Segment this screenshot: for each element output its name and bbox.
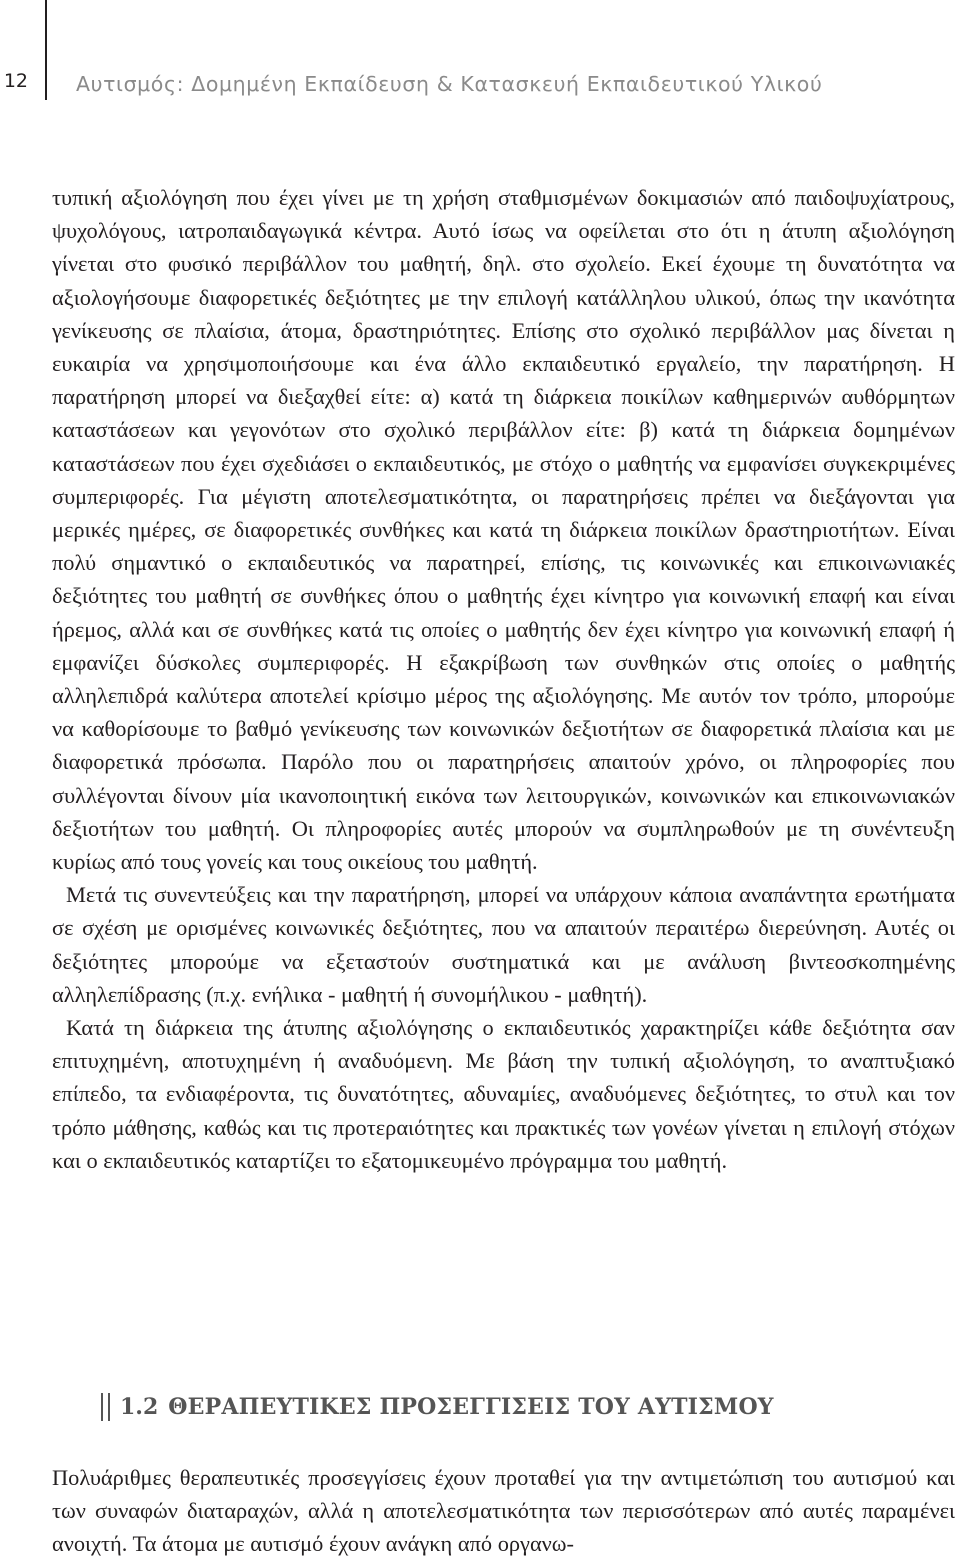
- heading-bar-left: [101, 1393, 103, 1421]
- paragraph-1: τυπική αξιολόγηση που έχει γίνει με τη χρήση σταθμισμένων δοκιμασιών από παιδοψυχίατρους, ψυχολόγους, ιατροπαιδαγωγικά κέντρα. Αυτό ίσως να οφείλεται στο ότι η άτυπη αξιολόγηση γίνεται στο φυσικό περιβάλλον του μαθητή, δηλ. στο σχολείο. Εκεί έχουμε τη δυνατότητα να αξιολογήσουμε διαφορετικές δεξιότητες με την επιλογή κατάλληλου υλικού, όπως την ικανότητα γενίκευσης σε πλαίσια, άτομα, δραστηριότητες. Επίσης στο σχολικό περιβάλλον μας δίνεται η ευκαιρία να χρησιμοποιήσουμε και ένα άλλο εκπαιδευτικό εργαλείο, την παρατήρηση. Η παρατήρηση μπορεί να διεξαχθεί είτε: α) κατά τη διάρκεια ποικίλων καθημερινών αυθόρμητων καταστάσεων και γεγονότων στο σχολικό περιβάλλον είτε: β) κατά τη διάρκεια δομημένων καταστάσεων που έχει σχεδιάσει ο εκπαιδευτικός, με στόχο ο μαθητής να εμφανίσει συγκεκριμένες συμπεριφορές. Για μέγιστη αποτελεσματικότητα, οι παρατηρήσεις πρέπει να διεξάγονται για μερικές ημέρες, σε διαφορετικές συνθήκες και κατά τη διάρκεια ποικίλων δραστηριοτήτων. Είναι πολύ σημαντικό ο εκπαιδευτικός να παρατηρεί, επίσης, τις κοινωνικές και επικοινωνιακές δεξιότητες του μαθητή σε συνθήκες όπου ο μαθητής έχει κίνητρο για κοινωνική επαφή και είναι ήρεμος, αλλά και σε συνθήκες κατά τις οποίες ο μαθητής δεν έχει κίνητρο για κοινωνική επαφή ή εμφανίζει δύσκολες συμπεριφορές. Η εξακρίβωση των συνθηκών στις οποίες ο μαθητής αλληλεπιδρά καλύτερα αποτελεί κρίσιμο μέρος της αξιολόγησης. Με αυτόν τον τρόπο, μπορούμε να καθορίσουμε το βαθμό γενίκευσης των κοινωνικών δεξιοτήτων σε διαφορετικά πλαίσια και με διαφορετικά πρόσωπα. Παρόλο που οι παρατηρήσεις απαιτούν χρόνο, οι πληροφορίες που συλλέγονται δίνουν μία ικανοποιητική εικόνα των λειτουργικών, κοινωνικών και επικοινωνιακών δεξιοτήτων του μαθητή. Οι πληροφορίες αυτές μπορούν να συμπληρωθούν με τη συνέντευξη κυρίως από τους γονείς και τους οικείους του μαθητή.: [52, 185, 955, 875]
- section-heading: [101, 1393, 774, 1421]
- paragraph-3: Κατά τη διάρκεια της άτυπης αξιολόγησης ο εκπαιδευτικός χαρακτηρίζει κάθε δεξιότητα σαν επιτυχημένη, αποτυχημένη ή αναδυόμενη. Με βάση την τυπική αξιολόγηση, το αναπτυξιακό επίπεδο, τα ενδιαφέροντα, τις δυνατότητες, αδυναμίες, αναδυόμενες δεξιότητες, το στυλ και τον τρόπο μάθησης, καθώς και τις προτεραιότητες και πρακτικές των γονέων γίνεται η επιλογή στόχων και ο εκπαιδευτικός καταρτίζει το εξατομικευμένο πρόγραμμα του μαθητή.: [52, 1015, 955, 1173]
- body-text: [52, 181, 955, 1177]
- section-title: ΘΕΡΑΠΕΥΤΙΚΕΣ ΠΡΟΣΕΓΓΙΣΕΙΣ ΤΟΥ ΑΥΤΙΣΜΟΥ: [168, 1394, 774, 1420]
- heading-bar-right: [108, 1393, 110, 1421]
- heading-bars: [101, 1393, 110, 1421]
- section-number: 1.2: [120, 1394, 159, 1420]
- page-number: 12: [3, 70, 28, 92]
- section-paragraph: Πολυάριθμες θεραπευτικές προσεγγίσεις έχουν προταθεί για την αντιμετώπιση του αυτισμού και των συναφών διαταραχών, αλλά η αποτελεσματικότητα των περισσότερων από αυτές παραμένει ανοιχτή. Τα άτομα με αυτισμό έχουν ανάγκη από οργανω-: [52, 1465, 955, 1557]
- paragraph-2: Μετά τις συνεντεύξεις και την παρατήρηση, μπορεί να υπάρχουν κάποια αναπάντητα ερωτήματα σε σχέση με ορισμένες κοινωνικές δεξιότητες, που να απαιτούν περαιτέρω διερεύνηση. Αυτές οι δεξιότητες μπορούμε να εξεταστούν συστηματικά και με ανάλυση βιντεοσκοπημένης αλληλεπίδρασης (π.χ. ενήλικα - μαθητή ή συνομήλικου - μαθητή).: [52, 882, 955, 1007]
- section-text: [52, 1461, 955, 1561]
- header-rule: [45, 0, 47, 100]
- running-header: Αυτισμός: Δομημένη Εκπαίδευση & Κατασκευή Εκπαιδευτικού Υλικού: [76, 72, 823, 96]
